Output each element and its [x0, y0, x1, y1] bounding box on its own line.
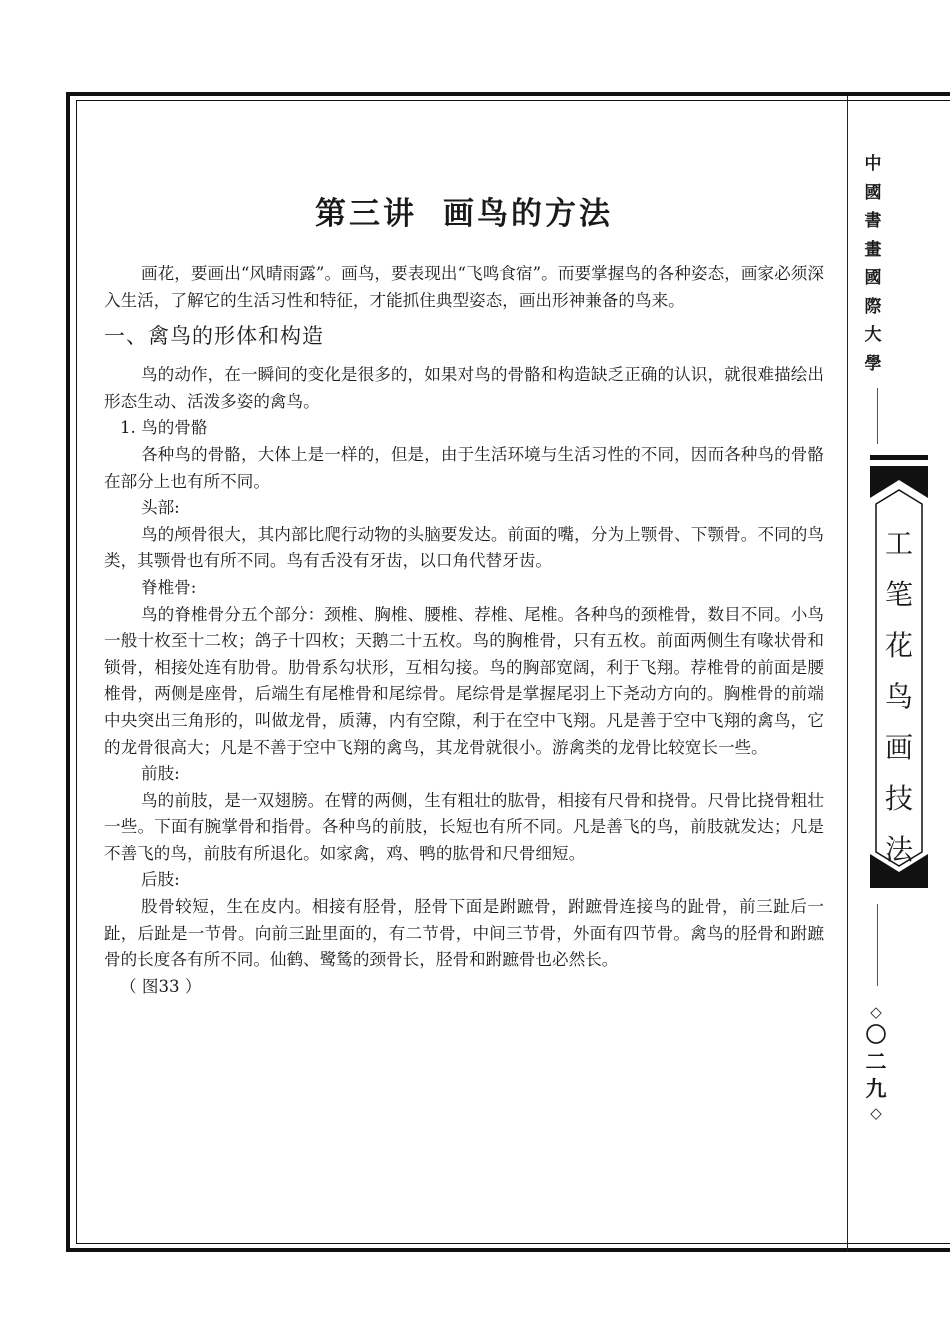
side-rule-top [877, 388, 878, 444]
side-char: 中 [864, 154, 882, 174]
book-char: 画 [884, 731, 913, 764]
book-char: 鸟 [884, 680, 913, 713]
side-char: 學 [864, 353, 882, 374]
side-char: 大 [864, 325, 882, 345]
side-char: 際 [864, 296, 882, 317]
book-char: 花 [884, 629, 913, 662]
paragraph-4: 鸟的脊椎骨分五个部分：颈椎、胸椎、腰椎、荐椎、尾椎。各种鸟的颈椎骨，数目不同。小鸟一般十枚至十二枚；鸽子十四枚；天鹅二十五枚。鸟的胸椎骨，只有五枚。前面两侧生有喙状骨和锁骨，相接处连有肋骨。肋骨系勾状形，互相勾接。鸟的胸部宽阔，利于飞翔。荐椎骨的前面是腰椎骨，两侧是座骨，后端生有尾椎骨和尾综骨。尾综骨是掌握尾羽上下尧动方向的。胸椎骨的前端中央突出三角形的，叫做龙骨，质薄，内有空隙，利于在空中飞翔。凡是善于空中飞翔的禽鸟，它的龙骨很高大；凡是不善于空中飞翔的禽鸟，其龙骨就很小。游禽类的龙骨比较宽长一些。 [104, 604, 824, 757]
subsection-heading: 1. 鸟的骨骼 [120, 418, 208, 438]
paragraph-1: 鸟的动作，在一瞬间的变化是很多的，如果对鸟的骨骼和构造缺乏正确的认识，就很难描绘出形态生动、活泼多姿的禽鸟。 [104, 365, 824, 411]
side-char: 國 [864, 268, 882, 288]
section-heading: 一、禽鸟的形体和构造 [104, 324, 324, 349]
paragraph-6: 股骨较短，生在皮内。相接有胫骨，胫骨下面是跗蹠骨，跗蹠骨连接鸟的趾骨，前三趾后一趾，后趾是一节骨。向前三趾里面的，有二节骨，中间三节骨，外面有四节骨。禽鸟的胫骨和跗蹠骨的长度各有所不同。仙鹤、鹭鸶的颈骨长，胫骨和跗蹠骨也必然长。 [104, 897, 824, 970]
side-school-name [853, 150, 893, 378]
page-digit: 二 [865, 1050, 887, 1074]
side-rule-bottom [877, 904, 878, 986]
label-forelimb: 前肢: [141, 764, 180, 784]
column-divider [847, 96, 848, 1252]
chapter-name: 画鸟的方法 [443, 196, 613, 232]
main-text [104, 178, 824, 1000]
page-digit: 九 [865, 1077, 887, 1101]
book-char: 工 [884, 527, 913, 560]
diamond-icon: ◇ [870, 1104, 882, 1122]
label-head: 头部: [141, 498, 180, 518]
chapter-number: 第三讲 [315, 196, 417, 232]
paragraph-2: 各种鸟的骨骼，大体上是一样的，但是，由于生活环境与生活习性的不同，因而各种鸟的骨骼在部分上也有所不同。 [104, 444, 824, 491]
book-char: 法 [884, 833, 913, 866]
chapter-title [104, 188, 824, 233]
side-book-title [873, 518, 925, 875]
page-digit: 〇 [865, 1023, 887, 1047]
side-char: 國 [864, 182, 882, 203]
book-char: 笔 [884, 578, 913, 611]
label-spine: 脊椎骨: [141, 577, 197, 597]
side-char: 畫 [864, 239, 882, 260]
intro-paragraph: 画花，要画出“风晴雨露”。画鸟，要表现出“飞鸣食宿”。而要掌握鸟的各种姿态，画家必须深入生活，了解它的生活习性和特征，才能抓住典型姿态，画出形神兼备的鸟来。 [104, 264, 824, 310]
side-bar-bottom [870, 880, 928, 885]
figure-reference: （ 图33 ） [120, 976, 202, 996]
side-bar-top [870, 455, 928, 460]
book-char: 技 [884, 782, 913, 815]
side-char: 書 [864, 211, 882, 231]
diamond-icon: ◇ [870, 1003, 882, 1021]
page-number [858, 1002, 894, 1123]
paragraph-5: 鸟的前肢，是一双翅膀。在臂的两侧，生有粗壮的肱骨，相接有尺骨和挠骨。尺骨比挠骨粗壮一些。下面有腕掌骨和指骨。各种鸟的前肢，长短也有所不同。凡是善飞的鸟，前肢就发达；凡是不善飞的鸟，前肢有所退化。如家禽，鸡、鸭的肱骨和尺骨细短。 [104, 790, 824, 863]
paragraph-3: 鸟的颅骨很大，其内部比爬行动物的头脑要发达。前面的嘴，分为上颚骨、下颚骨。不同的鸟类，其颚骨也有所不同。鸟有舌没有牙齿，以口角代替牙齿。 [104, 524, 824, 571]
label-hindlimb: 后肢: [141, 870, 180, 890]
